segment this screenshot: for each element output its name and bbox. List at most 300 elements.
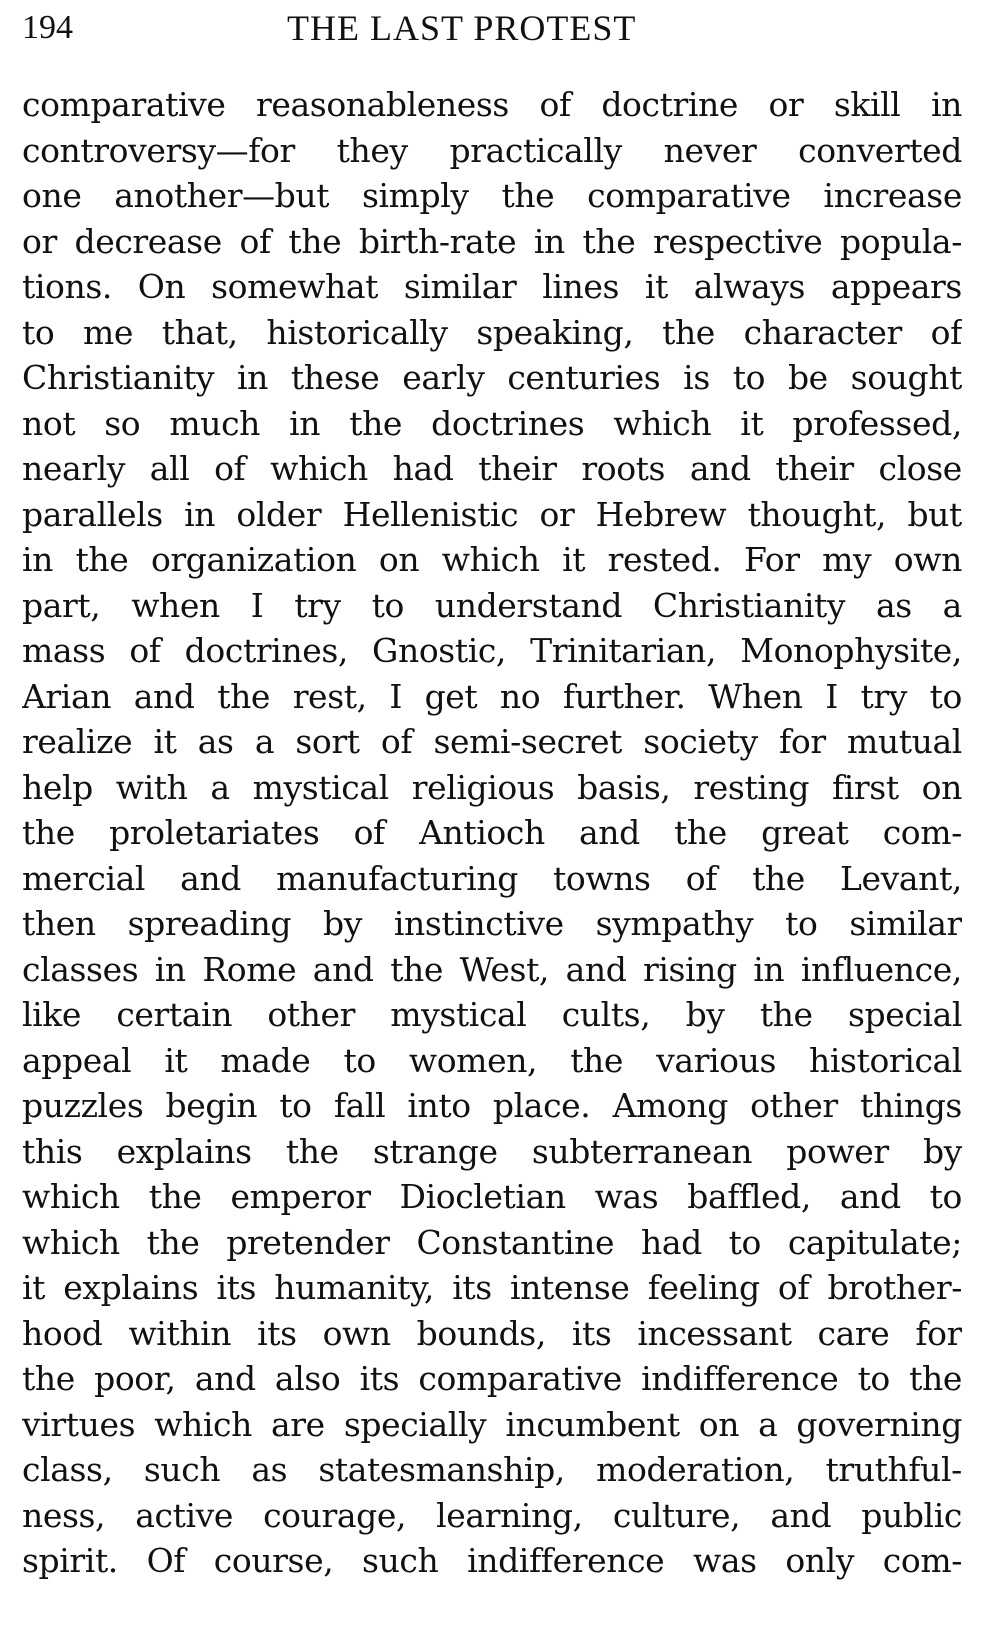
word: sympathy	[595, 904, 754, 943]
word: and	[180, 858, 241, 898]
word: which	[613, 403, 712, 443]
word: On	[137, 267, 186, 306]
word: get	[424, 676, 478, 716]
word: Arian	[22, 676, 112, 716]
word: its	[452, 1268, 492, 1307]
word: humanity,	[274, 1268, 434, 1307]
word: and	[579, 813, 640, 852]
text-line	[22, 674, 962, 720]
word: to	[929, 1177, 962, 1216]
word: or	[768, 85, 804, 124]
word: was	[594, 1177, 659, 1216]
word: courage,	[263, 1495, 407, 1535]
word: specially	[343, 1404, 487, 1444]
word: of	[930, 312, 962, 352]
word: emperor	[230, 1177, 371, 1216]
word: controversy—for	[22, 130, 295, 170]
word: the	[217, 676, 271, 716]
word: of	[239, 221, 271, 261]
word: like	[22, 995, 82, 1034]
word: nearly	[22, 449, 126, 488]
word: to	[857, 1359, 890, 1398]
word: within	[128, 1313, 232, 1353]
word: sought	[850, 358, 962, 397]
word: on	[921, 767, 962, 807]
word: in	[154, 949, 186, 989]
word: Rome	[202, 949, 297, 989]
word: Hellenistic	[342, 494, 519, 534]
word: the	[285, 1131, 339, 1171]
word: things	[859, 1086, 962, 1125]
word: its	[216, 1268, 257, 1307]
word: which	[22, 1222, 120, 1262]
word: in	[237, 358, 269, 397]
word: and	[133, 676, 195, 716]
word: and	[689, 449, 751, 488]
word: for	[915, 1313, 962, 1353]
word: I	[389, 676, 402, 716]
word: proletariates	[109, 813, 320, 852]
word: and	[565, 949, 627, 989]
word: mass	[22, 631, 106, 670]
text-line	[22, 810, 962, 856]
word: which	[154, 1404, 252, 1444]
word: the	[674, 813, 727, 852]
word: doctrine	[601, 85, 738, 124]
word: manufacturing	[276, 858, 518, 898]
word: rising	[642, 949, 737, 989]
word: special	[847, 995, 962, 1034]
word: classes	[22, 949, 139, 989]
text-line	[22, 1129, 962, 1175]
word: mystical	[390, 995, 527, 1034]
text-line	[22, 1538, 962, 1584]
word: basis,	[577, 767, 671, 807]
word: com-	[882, 1541, 962, 1580]
word: as	[197, 722, 234, 761]
word: brother-	[827, 1268, 962, 1307]
running-head	[22, 8, 962, 48]
text-line	[22, 1220, 962, 1266]
word: Of	[146, 1541, 186, 1580]
word: puzzles	[22, 1086, 144, 1125]
word: but	[907, 494, 962, 534]
word: Among	[612, 1086, 728, 1125]
word: a	[942, 585, 962, 625]
text-line	[22, 264, 962, 310]
word: its	[257, 1313, 297, 1353]
word: further.	[562, 676, 686, 716]
word: then	[22, 904, 96, 943]
word: religious	[411, 767, 555, 807]
word: explains	[116, 1131, 252, 1171]
word: the	[22, 813, 75, 852]
text-line	[22, 446, 962, 492]
word: the	[349, 403, 403, 443]
word: on	[378, 540, 420, 579]
text-line	[22, 173, 962, 219]
word: such	[143, 1450, 221, 1489]
word: incumbent	[505, 1404, 680, 1444]
word: the	[909, 1359, 962, 1398]
word: Christianity	[22, 358, 215, 397]
word: so	[104, 403, 141, 443]
word: somewhat	[211, 267, 379, 306]
word: feeling	[647, 1268, 760, 1307]
word: had	[392, 449, 454, 488]
word: respective	[653, 221, 823, 261]
word: of	[353, 813, 385, 852]
word: of	[777, 1268, 810, 1307]
word: my	[822, 540, 872, 579]
word: tions.	[22, 267, 112, 306]
word: doctrines,	[184, 631, 348, 670]
word: parallels	[22, 494, 163, 534]
word: women,	[408, 1040, 538, 1080]
word: in	[184, 494, 216, 534]
word: other	[267, 995, 355, 1034]
word: the	[570, 1040, 624, 1080]
word: truthful-	[825, 1450, 962, 1489]
word: similar	[849, 904, 962, 943]
word: when	[131, 585, 220, 625]
word: as	[251, 1450, 288, 1489]
word: the	[582, 221, 636, 261]
word: realize	[22, 722, 133, 761]
word: capitulate;	[787, 1222, 962, 1262]
word: doctrines	[431, 403, 585, 443]
word: such	[362, 1541, 439, 1580]
text-line	[22, 1174, 962, 1220]
word: are	[271, 1404, 325, 1444]
text-line	[22, 628, 962, 674]
word: cults,	[561, 995, 651, 1034]
word: moderation,	[596, 1450, 795, 1489]
word: to	[22, 312, 55, 352]
word: West,	[459, 949, 550, 989]
word: the	[501, 176, 555, 215]
word: historically	[266, 312, 448, 352]
word: I	[250, 585, 264, 625]
word: all	[149, 449, 190, 488]
word: own	[893, 540, 962, 579]
word: Levant,	[840, 858, 962, 898]
text-line	[22, 1493, 962, 1539]
word: the	[752, 858, 805, 898]
word: Antioch	[419, 813, 545, 852]
word: sort	[295, 722, 360, 761]
word: certain	[116, 995, 233, 1034]
word: with	[115, 767, 188, 807]
word: also	[274, 1359, 341, 1398]
text-line	[22, 310, 962, 356]
word: culture,	[612, 1495, 741, 1535]
word: to	[343, 1040, 376, 1080]
word: virtues	[22, 1404, 136, 1444]
word: always	[693, 267, 806, 306]
word: society	[643, 722, 758, 761]
word: thought,	[747, 494, 887, 534]
word: by	[322, 904, 362, 943]
word: or	[22, 221, 57, 261]
word: Christianity	[652, 585, 846, 625]
word: which	[441, 540, 540, 579]
word: historical	[809, 1040, 962, 1080]
word: spirit.	[22, 1541, 118, 1580]
word: a	[210, 767, 230, 807]
text-line	[22, 1265, 962, 1311]
word: great	[761, 813, 849, 852]
text-line	[22, 1311, 962, 1357]
word: in	[289, 403, 321, 443]
word: try	[294, 585, 341, 625]
word: Gnostic,	[372, 631, 507, 670]
word: as	[875, 585, 912, 625]
word: the	[662, 312, 715, 352]
text-line	[22, 583, 962, 629]
word: much	[169, 403, 261, 443]
word: the	[75, 540, 129, 579]
word: poor,	[94, 1359, 176, 1398]
word: no	[499, 676, 541, 716]
word: never	[663, 130, 757, 170]
word: ness,	[22, 1495, 106, 1535]
word: and	[839, 1177, 901, 1216]
word: converted	[798, 130, 962, 170]
word: part,	[22, 585, 101, 625]
word: incessant	[637, 1313, 792, 1353]
word: own	[322, 1313, 391, 1353]
word: it	[562, 540, 586, 579]
word: first	[831, 767, 899, 807]
word: its	[359, 1359, 400, 1398]
text-line	[22, 355, 962, 401]
word: towns	[553, 858, 651, 898]
word: in	[22, 540, 54, 579]
text-line	[22, 856, 962, 902]
word: Hebrew	[595, 494, 727, 534]
word: Constantine	[416, 1222, 615, 1262]
running-title: THE LAST PROTEST	[287, 8, 637, 48]
word: When	[708, 676, 803, 716]
word: a	[758, 1404, 778, 1444]
word: class,	[22, 1450, 113, 1489]
text-line	[22, 719, 962, 765]
word: in	[930, 85, 962, 124]
word: appears	[830, 267, 962, 306]
text-line	[22, 401, 962, 447]
word: speaking,	[476, 312, 634, 352]
word: increase	[823, 176, 962, 215]
word: by	[685, 995, 725, 1034]
word: indifference	[641, 1359, 839, 1398]
word: help	[22, 767, 93, 807]
word: appeal	[22, 1040, 132, 1080]
word: this	[22, 1131, 83, 1171]
word: it	[644, 267, 668, 306]
word: the	[148, 1177, 202, 1216]
word: strange	[372, 1131, 498, 1171]
word: Trinitarian,	[530, 631, 717, 670]
word: their	[478, 449, 557, 488]
word: comparative	[22, 85, 226, 124]
word: begin	[165, 1086, 258, 1125]
word: another—but	[114, 176, 330, 215]
word: is	[683, 358, 710, 397]
word: of	[129, 631, 161, 670]
word: one	[22, 176, 82, 215]
word: semi-secret	[433, 722, 623, 761]
word: and	[770, 1495, 832, 1535]
word: it	[740, 403, 764, 443]
word: to	[785, 904, 818, 943]
word: had	[640, 1222, 702, 1262]
word: which	[22, 1177, 120, 1216]
word: early	[402, 358, 485, 397]
word: professed,	[792, 403, 962, 443]
word: intense	[509, 1268, 630, 1307]
word: similar	[403, 267, 517, 306]
word: other	[750, 1086, 838, 1125]
word: a	[254, 722, 275, 761]
word: popula-	[840, 221, 962, 261]
word: rested.	[607, 540, 722, 579]
word: not	[22, 403, 76, 443]
word: comparative	[587, 176, 791, 215]
word: fall	[333, 1086, 386, 1125]
word: to	[929, 676, 962, 716]
word: decrease	[74, 221, 222, 261]
text-line	[22, 992, 962, 1038]
text-line	[22, 219, 962, 265]
word: of	[214, 449, 246, 488]
word: organization	[150, 540, 357, 579]
text-line	[22, 537, 962, 583]
word: and	[194, 1359, 256, 1398]
word: For	[744, 540, 800, 579]
word: me	[83, 312, 134, 352]
word: simply	[361, 176, 469, 215]
text-line	[22, 1083, 962, 1129]
word: influence,	[800, 949, 962, 989]
word: it	[164, 1040, 188, 1080]
text-line	[22, 765, 962, 811]
word: skill	[833, 85, 901, 124]
word: centuries	[507, 358, 661, 397]
word: hood	[22, 1313, 103, 1353]
word: for	[779, 722, 826, 761]
word: active	[135, 1495, 233, 1535]
word: governing	[796, 1404, 962, 1444]
word: the	[390, 949, 444, 989]
word: and	[312, 949, 374, 989]
word: of	[685, 858, 717, 898]
word: on	[698, 1404, 740, 1444]
word: baffled,	[687, 1177, 811, 1216]
word: try	[860, 676, 907, 716]
word: roots	[581, 449, 666, 488]
word: in	[533, 221, 565, 261]
word: comparative	[418, 1359, 622, 1398]
word: older	[236, 494, 322, 534]
word: statesmanship,	[318, 1450, 565, 1489]
text-line	[22, 1402, 962, 1448]
word: practically	[449, 130, 622, 170]
word: to	[732, 358, 766, 397]
word: only	[785, 1541, 855, 1580]
text-line	[22, 492, 962, 538]
word: it	[153, 722, 177, 761]
word: be	[787, 358, 828, 397]
word: pretender	[226, 1222, 390, 1262]
word: indifference	[467, 1541, 665, 1580]
word: birth-rate	[358, 221, 517, 261]
text-line	[22, 1038, 962, 1084]
word: various	[656, 1040, 776, 1080]
word: reasonableness	[256, 85, 509, 124]
word: its	[571, 1313, 612, 1353]
text-line	[22, 901, 962, 947]
word: place.	[492, 1086, 591, 1125]
body-text	[22, 82, 962, 1584]
word: mercial	[22, 858, 146, 898]
word: these	[290, 358, 380, 397]
word: instinctive	[393, 904, 564, 943]
word: subterranean	[531, 1131, 753, 1171]
word: their	[775, 449, 854, 488]
word: bounds,	[416, 1313, 546, 1353]
word: learning,	[436, 1495, 583, 1535]
word: explains	[63, 1268, 199, 1307]
word: Monophysite,	[740, 631, 962, 670]
word: the	[288, 221, 342, 261]
word: which	[270, 449, 368, 488]
word: to	[728, 1222, 762, 1262]
word: the	[22, 1359, 75, 1398]
word: of	[539, 85, 571, 124]
word: by	[923, 1131, 962, 1171]
text-line	[22, 947, 962, 993]
word: mutual	[846, 722, 962, 761]
text-line	[22, 1447, 962, 1493]
word: or	[539, 494, 575, 534]
word: in	[753, 949, 785, 989]
word: close	[878, 449, 962, 488]
word: I	[825, 676, 838, 716]
word: com-	[882, 813, 962, 852]
word: understand	[434, 585, 623, 625]
text-line	[22, 1356, 962, 1402]
word: the	[146, 1222, 200, 1262]
word: public	[861, 1495, 962, 1535]
word: lines	[542, 267, 620, 306]
word: to	[279, 1086, 312, 1125]
word: made	[220, 1040, 311, 1080]
word: mystical	[252, 767, 389, 807]
word: resting	[693, 767, 810, 807]
page-number: 194	[22, 9, 73, 46]
word: rest,	[292, 676, 367, 716]
word: to	[371, 585, 404, 625]
word: Diocletian	[399, 1177, 566, 1216]
word: power	[786, 1131, 889, 1171]
word: course,	[213, 1541, 334, 1580]
word: that,	[161, 312, 238, 352]
word: spreading	[127, 904, 292, 943]
word: they	[336, 130, 408, 170]
text-line	[22, 82, 962, 128]
text-line	[22, 128, 962, 174]
